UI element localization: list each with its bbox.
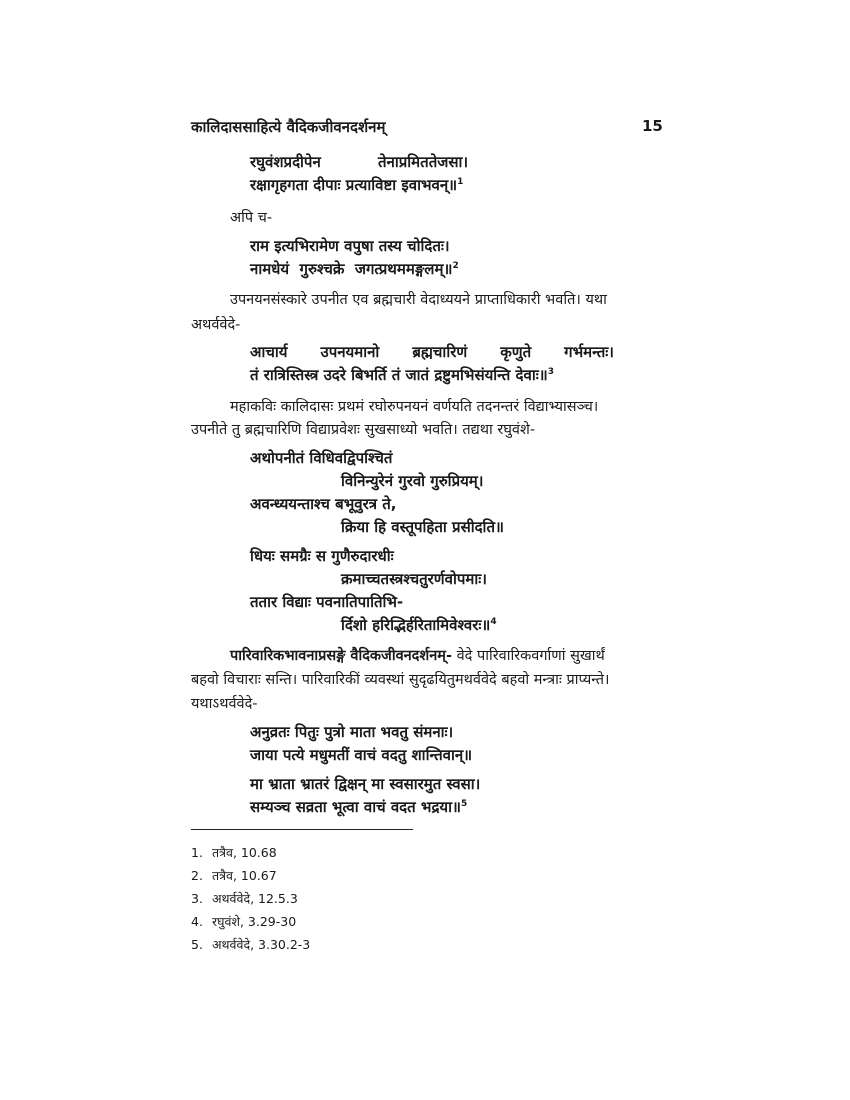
verse-2-line-1: राम इत्यभिरामेण वपुषा तस्य चोदितः। xyxy=(250,237,450,255)
para-1-line-2: अथर्ववेदे- xyxy=(191,317,241,333)
footnote-1: 1. तत्रैव, 10.68 xyxy=(191,845,277,860)
verse-2-line-2: नामधेयं गुरुश्चक्रे जगत्प्रथममङ्गलम्॥$^2$ xyxy=(250,260,459,278)
footnote-5: 5. अथर्ववेदे, 3.30.2-3 xyxy=(191,937,311,952)
verse-4-line-2: विनिन्युरेनं गुरवो गुरुप्रियम्। xyxy=(341,472,484,490)
verse-3-line-1 xyxy=(250,342,614,362)
verse-4-line-4: क्रिया हि वस्तूपहिता प्रसीदति॥ xyxy=(341,518,504,536)
footnote-ref-2: 2 xyxy=(452,261,459,271)
verse-3-line-2: तं रात्रिस्तिस्त्र उदरे बिभर्ति तं जातं द्रष्टुमभिसंयन्ति देवाः॥$^3$ xyxy=(250,366,555,384)
footnote-2: 2. तत्रैव, 10.67 xyxy=(191,868,277,883)
para-2-line-1: महाकविः कालिदासः प्रथमं रघोरुपनयनं वर्णयति तदनन्तरं विद्याभ्यासञ्च। xyxy=(230,399,599,415)
verse-3-word: कृणुते xyxy=(500,343,532,361)
footnote-ref-4: 4 xyxy=(490,617,497,627)
footnote-ref-1: 1 xyxy=(457,177,464,187)
para-3-line-3: यथाऽथर्ववेदे- xyxy=(191,696,258,712)
verse-5-line-4: सम्यञ्च सव्रता भूत्वा वाचं वदत भद्रया॥$^5$ xyxy=(250,798,468,816)
verse-1-line-1b: तेनाप्रमिततेजसा। xyxy=(378,153,469,171)
verse-4-line-7: ततार विद्याः पवनातिपातिभि- xyxy=(250,593,404,611)
running-header-title: कालिदाससाहित्ये वैदिकजीवनदर्शनम् xyxy=(191,118,386,136)
api-ca: अपि च- xyxy=(230,210,273,226)
page-number: 15 xyxy=(642,117,663,135)
para-3-line-1: पारिवारिकभावनाप्रसङ्गे वैदिकजीवनदर्शनम्- वेदे पारिवारिकवर्गाणां सुखार्थं xyxy=(230,648,605,664)
verse-3-word: उपनयमानो xyxy=(320,343,380,361)
verse-1-line-2: रक्षागृहगता दीपाः प्रत्याविष्टा इवाभवन्॥$^1$ xyxy=(250,176,464,194)
verse-4-line-8: र्दिशो हरिद्भिर्हरितामिवेश्वरः॥$^4$ xyxy=(341,616,497,634)
verse-3-word: आचार्य xyxy=(250,343,288,361)
verse-1-line-1a: रघुवंशप्रदीपेन xyxy=(250,153,321,171)
verse-3-word: ब्रह्मचारिणं xyxy=(412,343,468,361)
para-3-line-2: बहवो विचाराः सन्ति। पारिवारिकीं व्यवस्थां सुदृढयितुमथर्ववेदे बहवो मन्त्राः प्राप्यन्ते। xyxy=(191,672,610,688)
verse-4-line-3: अवन्ध्ययन्ताश्च बभूवुरत्र ते, xyxy=(250,495,397,513)
verse-5-line-1: अनुव्रतः पितुः पुत्रो माता भवतु संमनाः। xyxy=(250,723,454,741)
verse-3-word: गर्भमन्तः। xyxy=(564,343,614,361)
verse-5-line-2: जाया पत्ये मधुमतीं वाचं वदतु शान्तिवान्॥ xyxy=(250,746,473,764)
verse-4-line-5: धियः समग्रैः स गुणैरुदारधीः xyxy=(250,547,394,565)
footnote-4: 4. रघुवंशे, 3.29-30 xyxy=(191,914,297,929)
footnote-ref-5: 5 xyxy=(461,799,468,809)
verse-5-line-3: मा भ्राता भ्रातरं द्विक्षन् मा स्वसारमुत स्वसा। xyxy=(250,775,481,793)
section-heading: पारिवारिकभावनाप्रसङ्गे वैदिकजीवनदर्शनम्- xyxy=(230,648,452,664)
para-2-line-2: उपनीते तु ब्रह्मचारिणि विद्याप्रवेशः सुखसाध्यो भवति। तद्यथा रघुवंशे- xyxy=(191,422,536,438)
footnote-separator xyxy=(191,829,413,830)
verse-4-line-6: क्रमाच्चतस्त्रश्चतुरर्णवोपमाः। xyxy=(341,570,487,588)
para-1-line-1: उपनयनसंस्कारे उपनीत एव ब्रह्मचारी वेदाध्ययने प्राप्ताधिकारी भवति। यथा xyxy=(230,292,607,308)
footnote-3: 3. अथर्ववेदे, 12.5.3 xyxy=(191,891,298,906)
verse-4-line-1: अथोपनीतं विधिवद्विपश्चितं xyxy=(250,449,393,467)
footnote-ref-3: 3 xyxy=(547,367,555,377)
